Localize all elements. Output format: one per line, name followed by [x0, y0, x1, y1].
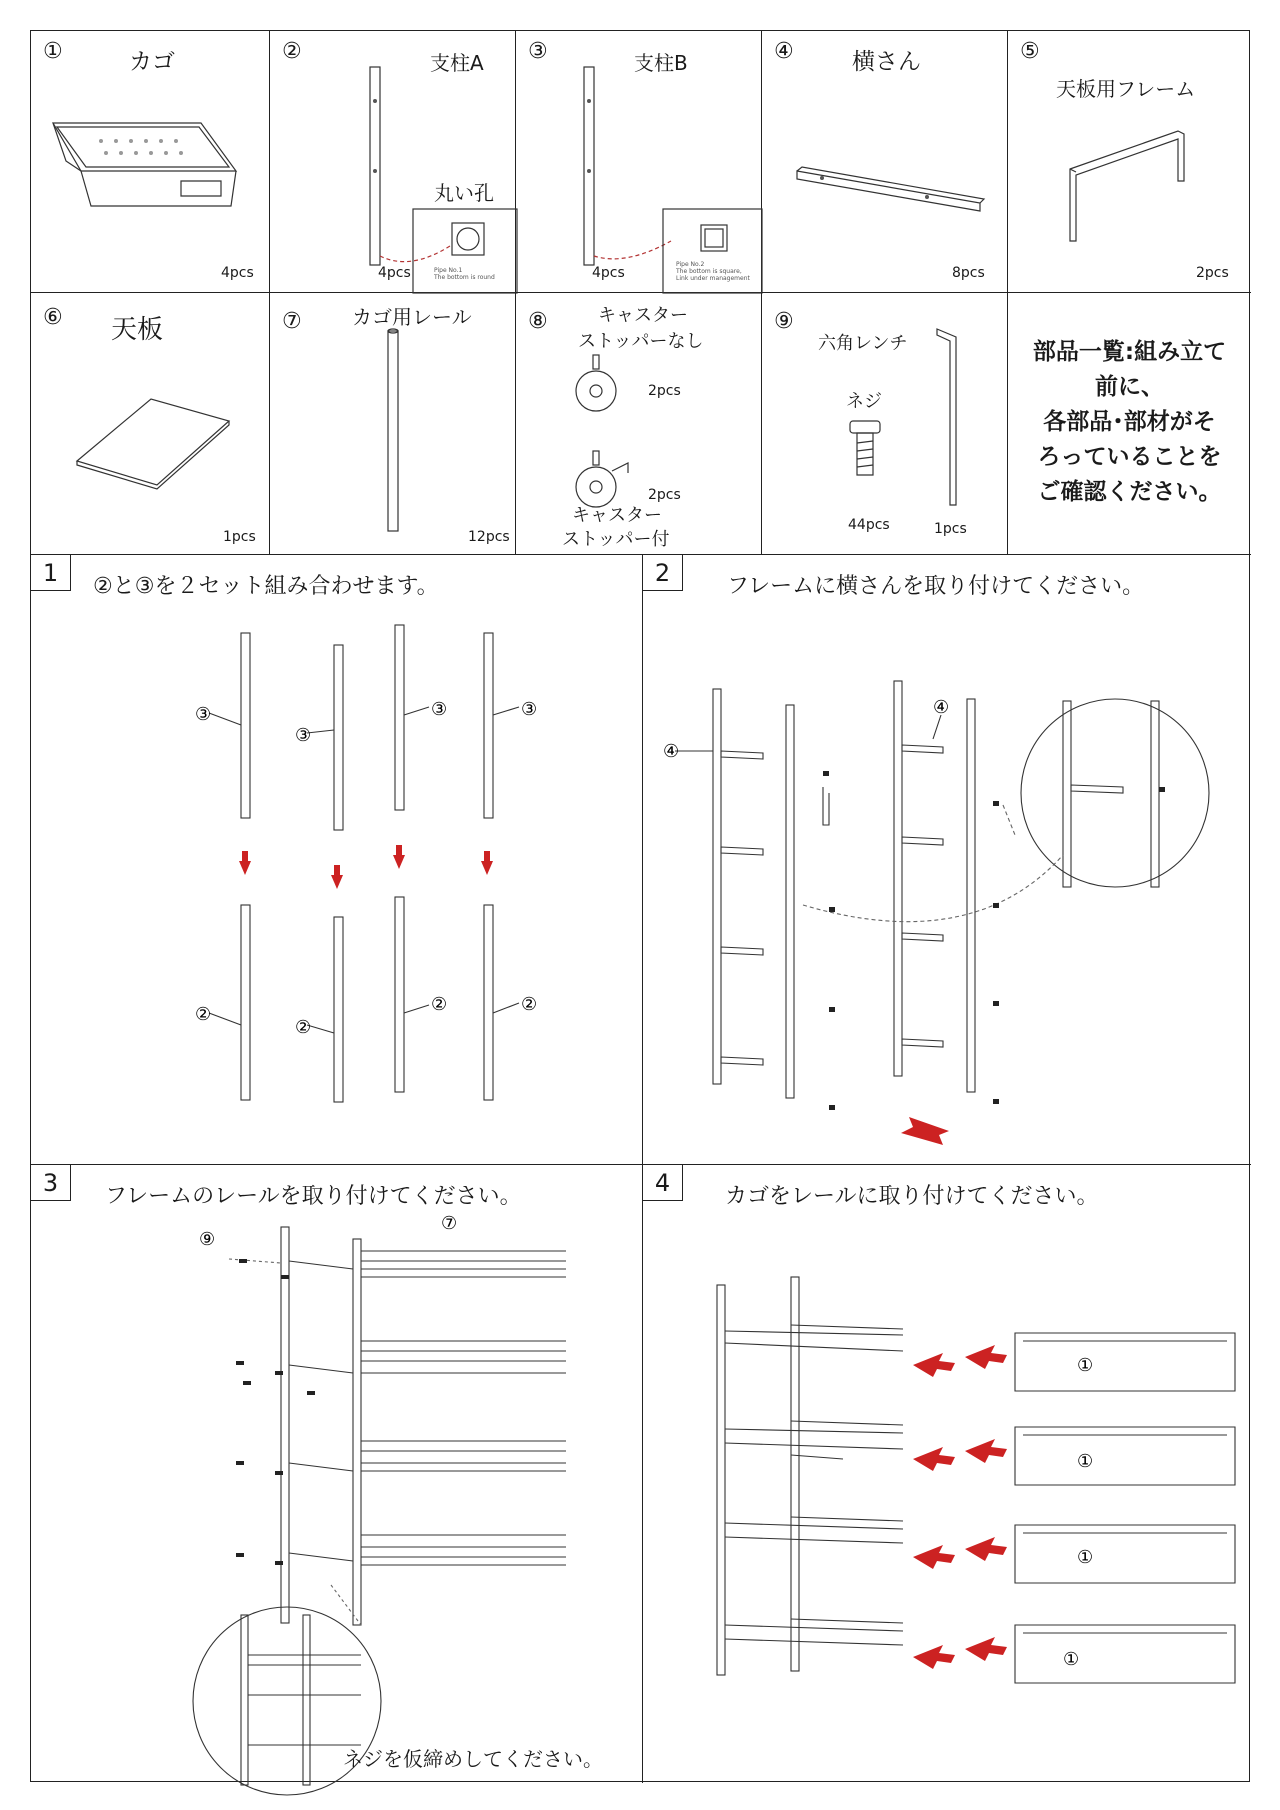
- label-4: ④: [663, 741, 680, 762]
- round-hole-label: 丸い孔: [434, 181, 494, 205]
- part-qty: 4pcs: [378, 265, 411, 281]
- part-number: ⑤: [1020, 39, 1040, 64]
- part-qty: 1pcs: [223, 529, 256, 545]
- rail-illustration: [270, 293, 516, 555]
- confirm-cell: [1008, 293, 1251, 555]
- part-qty: 2pcs: [1196, 265, 1229, 281]
- part-name: 天板用フレーム: [1056, 77, 1196, 101]
- pipe-note-1: Pipe No.2: [676, 261, 705, 268]
- pipe-note-2: The bottom is square,: [676, 268, 742, 275]
- label-9: ⑨: [199, 1229, 216, 1250]
- step-number: 1: [31, 555, 71, 591]
- step-3-panel: [31, 1165, 643, 1783]
- crossbar-illustration: [762, 31, 1008, 293]
- part-number: ②: [282, 39, 302, 64]
- confirm-line: 各部品･部材がそ: [1043, 409, 1216, 435]
- part-number: ⑨: [774, 309, 794, 334]
- part-cell-casters: [516, 293, 762, 555]
- label-3: ③: [431, 699, 448, 720]
- part-number: ⑦: [282, 309, 302, 334]
- step-number: 2: [643, 555, 683, 591]
- label-2: ②: [521, 994, 538, 1015]
- step-2-diagram: [643, 555, 1251, 1165]
- part-qty: 4pcs: [221, 265, 254, 281]
- step-1-panel: [31, 555, 643, 1165]
- part-cell-top-frame: [1008, 31, 1251, 293]
- wrench-qty: 1pcs: [934, 521, 967, 537]
- label-2: ②: [195, 1004, 212, 1025]
- instruction-sheet: [30, 30, 1250, 1782]
- step-number: 3: [31, 1165, 71, 1201]
- part-number: ③: [528, 39, 548, 64]
- step-4-panel: [643, 1165, 1251, 1783]
- part-cell-basket: [31, 31, 270, 293]
- label-3: ③: [295, 725, 312, 746]
- part-number: ④: [774, 39, 794, 64]
- part-cell-post-b: [516, 31, 762, 293]
- step-4-diagram: [643, 1165, 1251, 1783]
- confirm-line: ろっていることを: [1037, 444, 1222, 470]
- part-cell-top-board: [31, 293, 270, 555]
- part-number: ⑥: [43, 305, 63, 330]
- caster-stopper-label-1: キャスター: [572, 505, 662, 526]
- label-3: ③: [195, 704, 212, 725]
- label-2: ②: [431, 994, 448, 1015]
- part-name: 横さん: [852, 49, 921, 75]
- part-number: ⑧: [528, 309, 548, 334]
- step-3-note: ネジを仮締めしてください。: [343, 1747, 603, 1771]
- part-name: カゴ用レール: [352, 305, 472, 329]
- top-frame-illustration: [1008, 31, 1251, 293]
- pipe-note-2: The bottom is round: [434, 274, 495, 281]
- label-1: ①: [1077, 1355, 1094, 1376]
- label-4: ④: [933, 697, 950, 718]
- step-1-diagram: [31, 555, 643, 1165]
- part-name: カゴ: [129, 49, 175, 75]
- pipe-note: [676, 261, 750, 282]
- screw-label: ネジ: [846, 391, 882, 412]
- part-cell-tools: [762, 293, 1008, 555]
- part-cell-crossbar: [762, 31, 1008, 293]
- step-title: フレームに横さんを取り付けてください。: [727, 574, 1145, 599]
- pipe-note-1: Pipe No.1: [434, 267, 463, 274]
- label-1: ①: [1077, 1547, 1094, 1568]
- caster-stopper-qty: 2pcs: [648, 487, 681, 503]
- confirm-line: 前に、: [1095, 374, 1164, 400]
- part-name: 天板: [111, 315, 164, 345]
- caster-no-stopper-label-2: ストッパーなし: [578, 331, 704, 352]
- pipe-note: [434, 267, 495, 281]
- caster-stopper-label-2: ストッパー付: [562, 529, 670, 550]
- post-b-illustration: [516, 31, 762, 293]
- pipe-note-3: Link under management: [676, 275, 750, 282]
- step-2-panel: [643, 555, 1251, 1165]
- confirm-line: 部品一覧:組み立て: [1032, 339, 1227, 365]
- part-qty: 12pcs: [468, 529, 510, 545]
- step-title: ②と③を２セット組み合わせます。: [93, 574, 439, 599]
- part-qty: 4pcs: [592, 265, 625, 281]
- caster-no-stopper-label-1: キャスター: [598, 305, 688, 326]
- hex-wrench-label: 六角レンチ: [818, 333, 908, 354]
- screw-qty: 44pcs: [848, 517, 890, 533]
- top-board-illustration: [31, 293, 270, 555]
- part-cell-post-a: [270, 31, 516, 293]
- confirm-line: ご確認ください。: [1037, 479, 1222, 505]
- part-name: 支柱A: [430, 51, 484, 75]
- label-2: ②: [295, 1017, 312, 1038]
- post-a-illustration: [270, 31, 516, 293]
- label-7: ⑦: [441, 1213, 458, 1234]
- caster-no-stopper-qty: 2pcs: [648, 383, 681, 399]
- step-title: フレームのレールを取り付けてください。: [105, 1184, 522, 1209]
- part-qty: 8pcs: [952, 265, 985, 281]
- part-number: ①: [43, 39, 63, 64]
- step-title: カゴをレールに取り付けてください。: [725, 1184, 1099, 1209]
- part-cell-rail: [270, 293, 516, 555]
- step-3-diagram: [31, 1165, 643, 1783]
- basket-illustration: [31, 31, 270, 293]
- label-1: ①: [1063, 1649, 1080, 1670]
- label-1: ①: [1077, 1451, 1094, 1472]
- step-number: 4: [643, 1165, 683, 1201]
- part-name: 支柱B: [634, 51, 688, 75]
- confirm-message: [1008, 335, 1251, 510]
- label-3: ③: [521, 699, 538, 720]
- tools-illustration: [762, 293, 1008, 555]
